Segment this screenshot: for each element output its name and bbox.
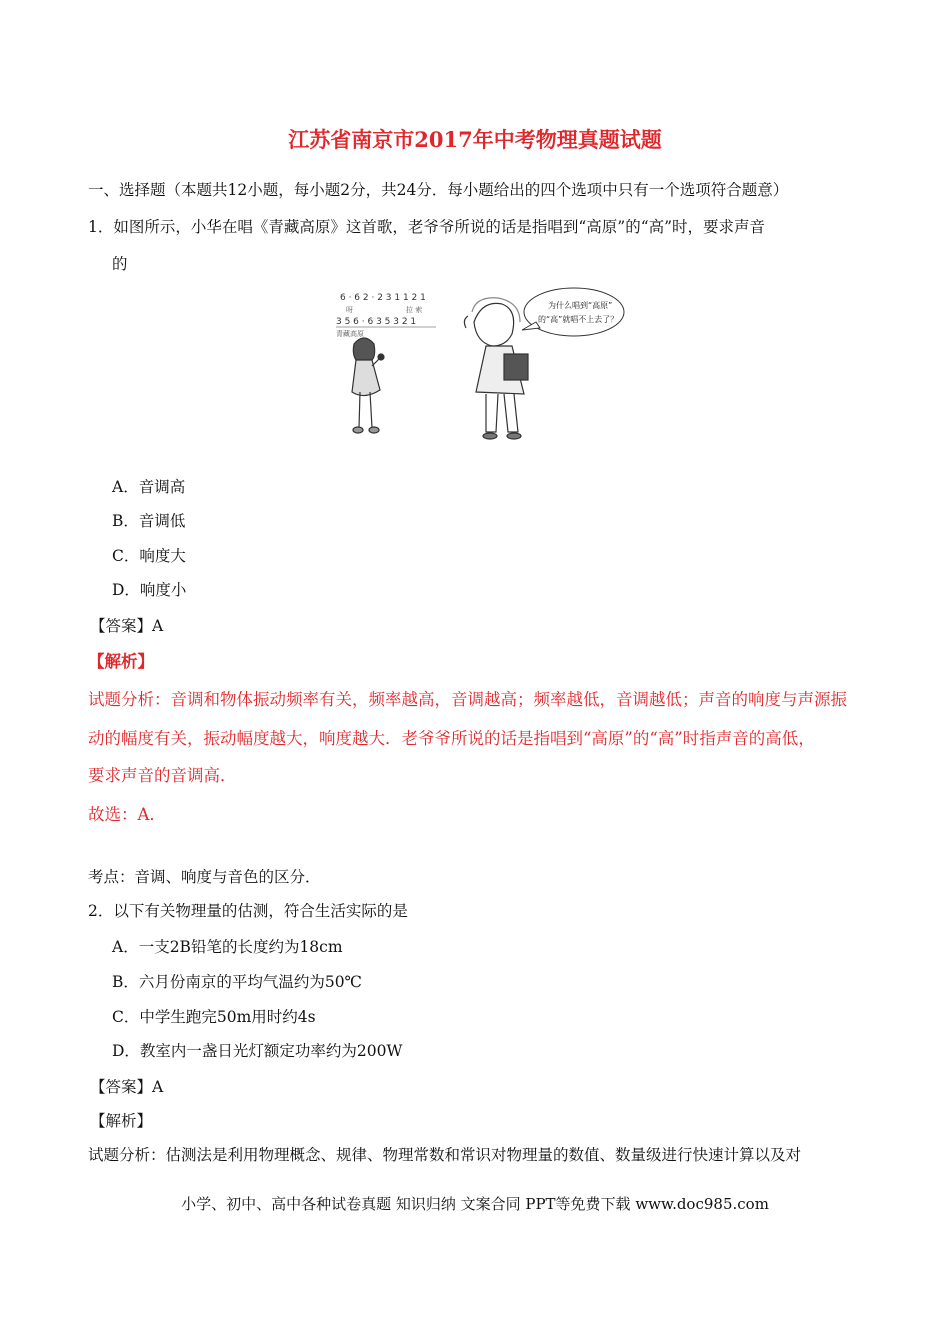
speech-line1: 为什么唱到“高原” [548,301,613,310]
notes-line1: 6 · 6 2 · 2 3 1 1 2 1 [340,293,426,303]
q2-analysis-line: 试题分析：估测法是利用物理概念、规律、物理常数和常识对物理量的数值、数量级进行快速计算以及对 [88,1146,802,1164]
speech-bubble [522,288,624,336]
q1-analysis-line3: 要求声音的音调高． [88,766,237,785]
girl-figure [352,338,384,433]
q1-stem-line2: 的 [112,255,128,273]
q1-option-d: D．响度小 [112,581,187,599]
q1-option-a: A．音调高 [112,478,186,496]
q2-option-b: B．六月份南京的平均气温约为50℃ [112,973,362,991]
q1-option-c: C．响度大 [112,547,186,565]
notes-line2: 3 5 6 · 6 3 5 3 2 1 [336,317,417,327]
page-title: 江苏省南京市2017年中考物理真题试题 [288,127,662,152]
q1-stem-line1: 1．如图所示，小华在唱《青藏高原》这首歌，老爷爷所说的话是指唱到“高原”的“高”时，要求声音 [88,218,766,236]
section-heading: 一、选择题（本题共12小题，每小题2分，共24分．每小题给出的四个选项中只有一个选项符合题意） [88,181,789,199]
speech-line2: 的“高”就唱不上去了？ [538,315,619,324]
lyric-c: 青藏高原 [336,330,364,338]
page-footer: 小学、初中、高中各种试卷真题 知识归纳 文案合同 PPT等免费下载 www.doc985.com [181,1195,769,1213]
q2-option-d: D．教室内一盏日光灯额定功率约为200W [112,1042,403,1060]
q1-choice: 故选：A． [88,805,166,824]
q1-analysis-label: 【解析】 [88,652,154,671]
lyric-b: 拉 索 [406,306,423,314]
q2-option-a: A．一支2B铅笔的长度约为18cm [112,938,343,956]
q2-answer: 【答案】A [90,1078,164,1096]
q1-option-b: B．音调低 [112,512,186,530]
q2-option-c: C．中学生跑完50m用时约4s [112,1008,316,1026]
q2-analysis-label: 【解析】 [90,1112,153,1130]
q1-answer: 【答案】A [90,617,164,635]
q1-analysis-line1: 试题分析：音调和物体振动频率有关，频率越高，音调越高；频率越低，音调越低；声音的响度与声源振 [88,690,847,709]
q1-illustration [326,282,626,448]
old-man-figure [464,298,528,439]
q1-kaodian: 考点：音调、响度与音色的区分． [88,868,321,886]
q1-analysis-line2: 动的幅度有关，振动幅度越大，响度越大．老爷爷所说的话是指唱到“高原”的“高”时指声音的高低， [88,729,815,748]
lyric-a: 呀 [346,306,353,314]
q2-stem: 2．以下有关物理量的估测，符合生活实际的是 [88,902,408,920]
